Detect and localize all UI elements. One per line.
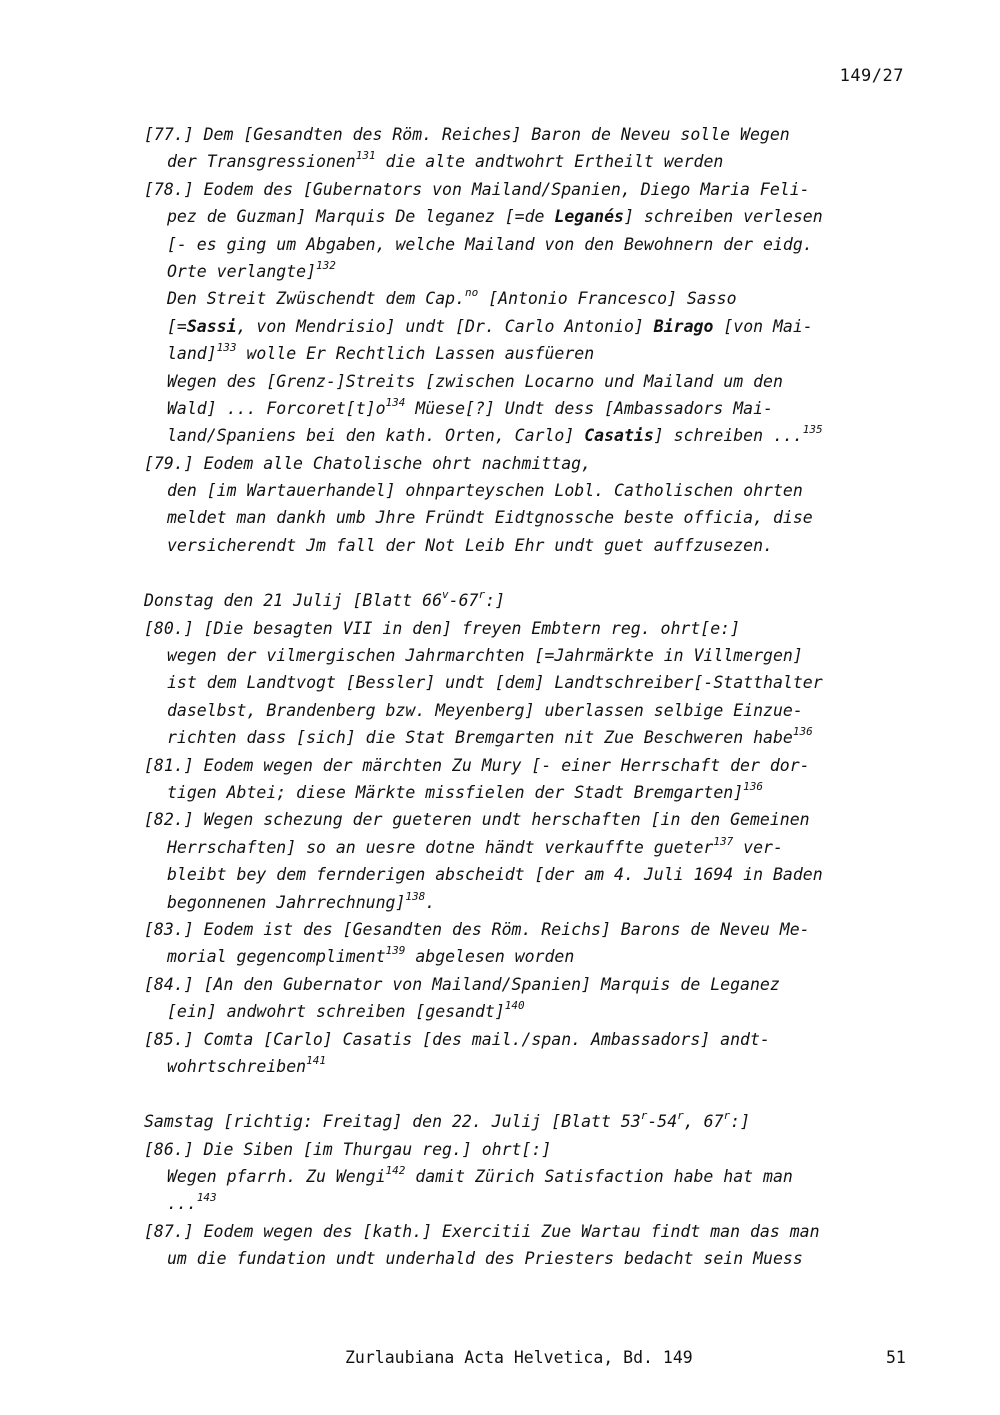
series-title: Zurlaubiana Acta Helvetica, Bd. 149 (345, 1348, 693, 1367)
text-line: meldet man dankh umb Jhre Fründt Eidtgnossche beste officia, dise (167, 508, 813, 528)
text-line: [- es ging um Abgaben, welche Mailand von den Bewohnern der eidg. (167, 234, 813, 254)
bold-name: Birago (653, 316, 714, 336)
text-line: Wald] ... $Forcoret[t]o^{134}$ Müese[?] Undt dess [Ambassadors Mai- (167, 395, 773, 418)
text-line: wohrtschreiben$^{141}$ (167, 1053, 326, 1076)
text-line: [84.] [An den Gubernator von Mailand/Spanien] Marquis de Leganez (144, 974, 780, 994)
text-line: [78.] Eodem des [Gubernators von Mailand/Spanien, Diego Maria Feli- (144, 179, 810, 199)
bold-name: Leganés (554, 207, 624, 227)
text-line: [79.] Eodem alle Chatolische ohrt nachmittag, (144, 453, 592, 473)
footnote-ref: 137 (713, 834, 734, 848)
text-line: land]$^{133}$ wolle Er Rechtlich Lassen ausfüeren (167, 341, 595, 364)
text-line: morial gegencompliment$^{139}$ abgelesen worden (167, 944, 575, 967)
text-line: Wegen pfarrh. Zu Wengi$^{142}$ damit Zürich Satisfaction habe hat man (167, 1164, 793, 1187)
text-line: [77.] Dem [Gesandten des Röm. Reiches] Baron de Neveu solle Wegen (144, 125, 790, 144)
text-line: [87.] Eodem wegen des [kath.] Exercitii Zue Wartau findt man das man (144, 1221, 820, 1241)
text-line: richten dass [sich] die Stat Bremgarten nit Zue Beschweren habe$^{136}$ (167, 725, 813, 748)
text-line: versicherendt Jm fall der Not Leib Ehr undt guet auffzusezen. (167, 535, 773, 555)
text-line: tigen Abtei; diese Märkte missfielen der Stadt Bremgarten]$^{136}$ (167, 779, 764, 802)
text-line: wegen der vilmergischen Jahrmarchten [=Jahrmärkte in Villmergen] (167, 646, 803, 666)
text-line: Wegen des [Grenz-]Streits [zwischen Locarno und Mailand um den (167, 371, 783, 391)
text-line: [80.] [Die besagten VII in den] freyen Embtern reg. ohrt[e:] (144, 618, 741, 638)
text-line: pez de Guzman] Marquis De leganez [=de Leganés] schreiben verlesen (167, 207, 823, 227)
text-line: Orte verlangte]$^{132}$ (167, 258, 336, 281)
body-text (144, 121, 914, 1273)
footnote-ref: 135 (802, 423, 823, 437)
date-heading: Samstag [richtig: Freitag] den 22. Julij [Blatt 53$^r$-54$^r$, 67$^r$:] (144, 1109, 751, 1132)
text-line: [86.] Die Siben [im Thurgau reg.] ohrt[:] (144, 1139, 552, 1159)
text-line: den [im Wartauerhandel] ohnparteyschen Lobl. Catholischen ohrten (167, 481, 803, 501)
text-line: [85.] Comta [Carlo] Casatis [des mail./span. Ambassadors] andt- (144, 1029, 770, 1049)
text-line: bleibt bey dem fernderigen abscheidt [der am 4. Juli 1694 in Baden (167, 865, 823, 885)
text-line: [83.] Eodem ist des [Gesandten des Röm. Reichs] Barons de Neveu Me- (144, 919, 810, 939)
text-line: begonnenen Jahrrechnung]$^{138}$. (167, 889, 436, 912)
footnote-ref: 136 (743, 779, 764, 793)
text-line: daselbst, Brandenberg bzw. Meyenberg] uberlassen selbige Einzue- (167, 700, 803, 720)
superscript: no (465, 286, 479, 300)
bold-name: Casatis (584, 426, 654, 446)
date-heading: Donstag den 21 Julij [Blatt 66$^v$-67$^r$:] (144, 588, 505, 611)
section-gap (144, 559, 914, 587)
footnote-ref: 133 (216, 341, 237, 355)
footnote-ref: 141 (306, 1053, 326, 1067)
text-line: [=Sassi, von Mendrisio] undt [Dr. Carlo Antonio] Birago [von Mai- (167, 316, 813, 336)
footnote-ref: 143 (196, 1191, 217, 1205)
text-line: ist dem Landtvogt [Bessler] undt [dem] Landtschreiber[-Statthalter (167, 673, 823, 693)
footnote-ref: 138 (405, 889, 426, 903)
footnote-ref: 132 (316, 258, 336, 272)
footnote-ref: 142 (385, 1164, 406, 1178)
bold-name: Sassi (186, 316, 237, 336)
footnote-ref: 140 (504, 999, 525, 1013)
text-line: Den Streit Zwüschendt dem Cap.$^{no}$ [Antonio Francesco] Sasso (167, 286, 737, 309)
text-line: land/Spaniens bei den kath. Orten, Carlo] Casatis] schreiben ...$^{135}$ (167, 423, 823, 446)
page-reference: 149/27 (839, 66, 904, 86)
text-line: ...$^{143}$ (167, 1191, 217, 1214)
page-number: 51 (886, 1348, 906, 1367)
footnote-ref: 131 (355, 149, 376, 163)
text-line: [ein] andwohrt schreiben [gesandt]$^{140}$ (167, 999, 525, 1022)
text-line: Herrschaften] so an uesre dotne händt verkauffte gueter$^{137}$ ver- (167, 834, 783, 857)
section-gap (144, 1080, 914, 1108)
footnote-ref: 139 (385, 944, 406, 958)
text-line: der Transgressionen$^{131}$ die alte andtwohrt Ertheilt werden (167, 149, 724, 172)
text-line: [82.] Wegen schezung der gueteren undt herschaften [in den Gemeinen (144, 810, 810, 830)
text-line: um die fundation undt underhald des Priesters bedacht sein Muess (167, 1249, 803, 1269)
footnote-ref: 136 (792, 725, 813, 739)
text-line: [81.] Eodem wegen der märchten Zu Mury [- einer Herrschaft der dor- (144, 755, 810, 775)
footnote-ref: 134 (385, 395, 406, 409)
